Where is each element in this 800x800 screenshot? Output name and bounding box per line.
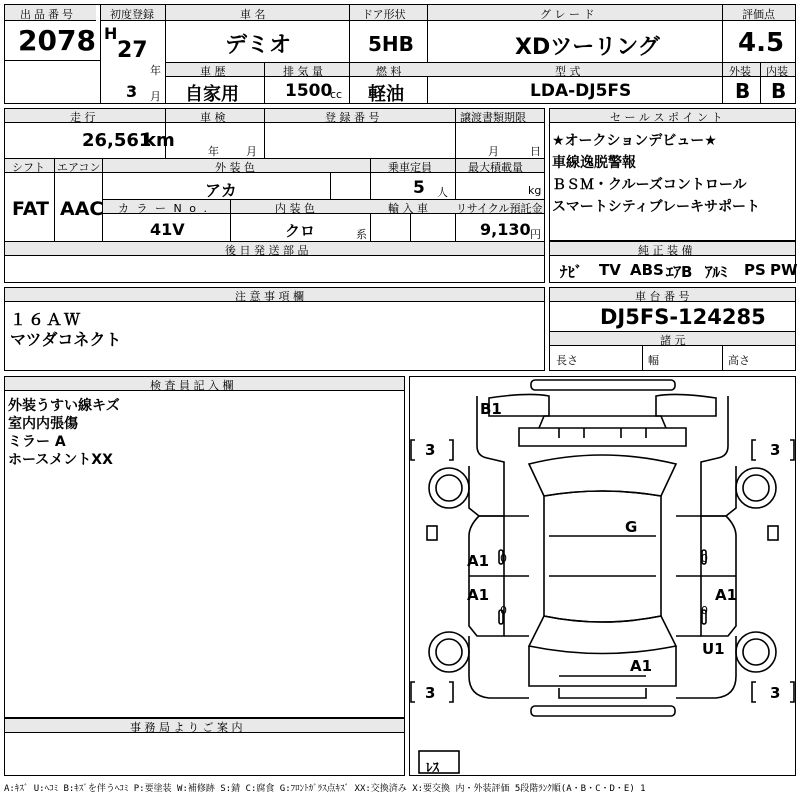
- tire-front-right: 3: [770, 441, 781, 459]
- inspector-line-1: 外装うすい線キズ: [8, 398, 120, 414]
- door-zero-2: 0: [500, 604, 507, 617]
- displacement-label: 排 気 量: [283, 65, 323, 78]
- interior-label: 内装: [766, 65, 788, 78]
- chassis-number: DJ5FS-124285: [600, 305, 766, 329]
- inspector-label: 検 査 員 記 入 欄: [150, 379, 234, 392]
- specs-label: 諸 元: [660, 334, 686, 347]
- int-color-unit: 系: [356, 228, 367, 241]
- tire-rear-right: 3: [770, 684, 781, 702]
- inspector-line-2: 室内内張傷: [8, 416, 78, 432]
- exterior-label: 外装: [729, 65, 751, 78]
- spare-tire: ﾚｽ: [426, 761, 439, 776]
- mark-trunk: A1: [630, 657, 653, 675]
- model: LDA-DJ5FS: [530, 81, 632, 101]
- color-no: 41V: [150, 220, 185, 239]
- notes-line-2: マツダコネクト: [10, 330, 122, 349]
- int-color-label: 内 装 色: [275, 202, 315, 215]
- mileage: 26,561: [82, 130, 152, 151]
- mileage-label: 走 行: [70, 111, 96, 124]
- tire-front-left: 3: [425, 441, 436, 459]
- first-reg-label: 初度登録: [110, 8, 154, 21]
- sales-label: セ ー ル ス ポ イ ン ト: [610, 111, 723, 124]
- shift-label: シフト: [12, 161, 45, 174]
- equip-abs: ABS: [630, 261, 664, 279]
- mark-right-rear-door: A1: [715, 586, 738, 604]
- sales-line-4: スマートシティブレーキサポート: [552, 199, 761, 215]
- chassis-label: 車 台 番 号: [635, 290, 690, 303]
- door-type: 5HB: [368, 32, 414, 56]
- month-unit: 月: [150, 90, 161, 103]
- door-zero-1: 0: [500, 552, 507, 565]
- ext-color-label: 外 装 色: [215, 161, 255, 174]
- mark-right-rear-fender: U1: [702, 640, 725, 658]
- displacement: 1500: [285, 81, 333, 101]
- later-parts-label: 後 日 発 送 部 品: [225, 244, 309, 257]
- mileage-unit: km: [144, 130, 175, 151]
- equip-alloy: ｱﾙﾐ: [705, 263, 728, 281]
- fuel-label: 燃 料: [376, 65, 402, 78]
- reg-number-label: 登 録 番 号: [325, 111, 380, 124]
- equip-tv: TV: [599, 261, 621, 279]
- door-zero-3: 0: [701, 552, 708, 565]
- int-color: クロ: [285, 222, 316, 240]
- shift: FAT: [12, 198, 49, 220]
- transfer-label: 譲渡書類期限: [460, 111, 526, 124]
- fuel: 軽油: [368, 84, 404, 105]
- transfer-day-unit: 日: [530, 145, 541, 158]
- exterior-grade: B: [735, 79, 751, 103]
- lot-number-label: 出品番号: [20, 8, 76, 21]
- ext-color: アカ: [205, 181, 237, 200]
- sales-line-3: ＢＳＭ・クルーズコントロール: [552, 177, 747, 193]
- recycle-unit: 円: [530, 228, 541, 241]
- inspector-line-4: ホースメントXX: [8, 452, 113, 468]
- door-zero-4: 0: [701, 604, 708, 617]
- width-label: 幅: [648, 354, 659, 367]
- score: 4.5: [738, 28, 785, 58]
- mark-front-bumper: B1: [480, 400, 502, 418]
- history: 自家用: [185, 84, 239, 105]
- equip-pw: PW: [770, 261, 798, 279]
- interior-grade: B: [771, 79, 787, 103]
- sales-line-1: ★オークションデビュー★: [552, 133, 717, 149]
- notes-line-1: １６ＡＷ: [10, 310, 83, 329]
- inspection-year-unit: 年: [208, 145, 219, 158]
- reg-year: 27: [117, 38, 148, 63]
- door-label: ドア形状: [362, 8, 406, 21]
- aircon: AAC: [60, 198, 104, 220]
- length-label: 長さ: [556, 354, 578, 367]
- equip-navi: ﾅﾋﾞ: [560, 263, 583, 281]
- inspector-line-3: ミラー A: [8, 434, 66, 450]
- year-unit: 年: [150, 64, 161, 77]
- inspection-month-unit: 月: [246, 145, 257, 158]
- color-no-label: カ ラ ー N o .: [118, 202, 209, 215]
- transfer-month-unit: 月: [488, 145, 499, 158]
- grade: XDツーリング: [515, 35, 660, 60]
- era: H: [104, 24, 118, 43]
- recycle: 9,130: [480, 220, 531, 239]
- mark-roof: G: [625, 518, 638, 536]
- recycle-label: リサイクル預託金: [456, 202, 543, 215]
- equip-airbag: ｴｱB: [666, 263, 693, 281]
- sales-line-2: 車線逸脱警報: [552, 155, 636, 171]
- car-name: デミオ: [225, 33, 292, 58]
- aircon-label: エアコン: [57, 161, 101, 174]
- max-load-label: 最大積載量: [468, 161, 523, 174]
- history-label: 車 歴: [200, 65, 226, 78]
- model-label: 型 式: [555, 65, 581, 78]
- inspection-label: 車 検: [200, 111, 226, 124]
- import-label: 輸 入 車: [388, 202, 428, 215]
- equipment-label: 純 正 装 備: [638, 244, 693, 257]
- grade-label: グ レ ー ド: [540, 8, 595, 21]
- displacement-unit: cc: [330, 88, 343, 101]
- capacity-unit: 人: [437, 186, 448, 199]
- office-label: 事 務 局 よ り ご 案 内: [130, 721, 243, 734]
- mark-left-rear-door: A1: [467, 586, 490, 604]
- mark-left-front-door: A1: [467, 552, 490, 570]
- tire-rear-left: 3: [425, 684, 436, 702]
- row2-header: [166, 63, 722, 77]
- lot-number: 2078: [18, 24, 96, 57]
- car-outline: [409, 376, 796, 776]
- reg-month: 3: [126, 82, 138, 101]
- max-load-unit: kg: [528, 184, 542, 197]
- notes-label: 注 意 事 項 欄: [235, 290, 304, 303]
- legend: A:ｷｽﾞ U:ﾍｺﾐ B:ｷｽﾞを伴うﾍｺﾐ P:要塗装 W:補修跡 S:錆 C:腐食 G:ﾌﾛﾝﾄｶﾞﾗｽ点ｷｽﾞ XX:交換済み X:要交換 内・外装評価 5段階ﾗﾝｸ順(A・B・C・D・E) 1: [4, 784, 646, 794]
- score-label: 評価点: [742, 8, 775, 21]
- capacity: 5: [413, 178, 425, 198]
- capacity-label: 乗車定員: [388, 161, 432, 174]
- height-label: 高さ: [728, 354, 750, 367]
- car-name-label: 車 名: [240, 8, 266, 21]
- equip-ps: PS: [744, 261, 766, 279]
